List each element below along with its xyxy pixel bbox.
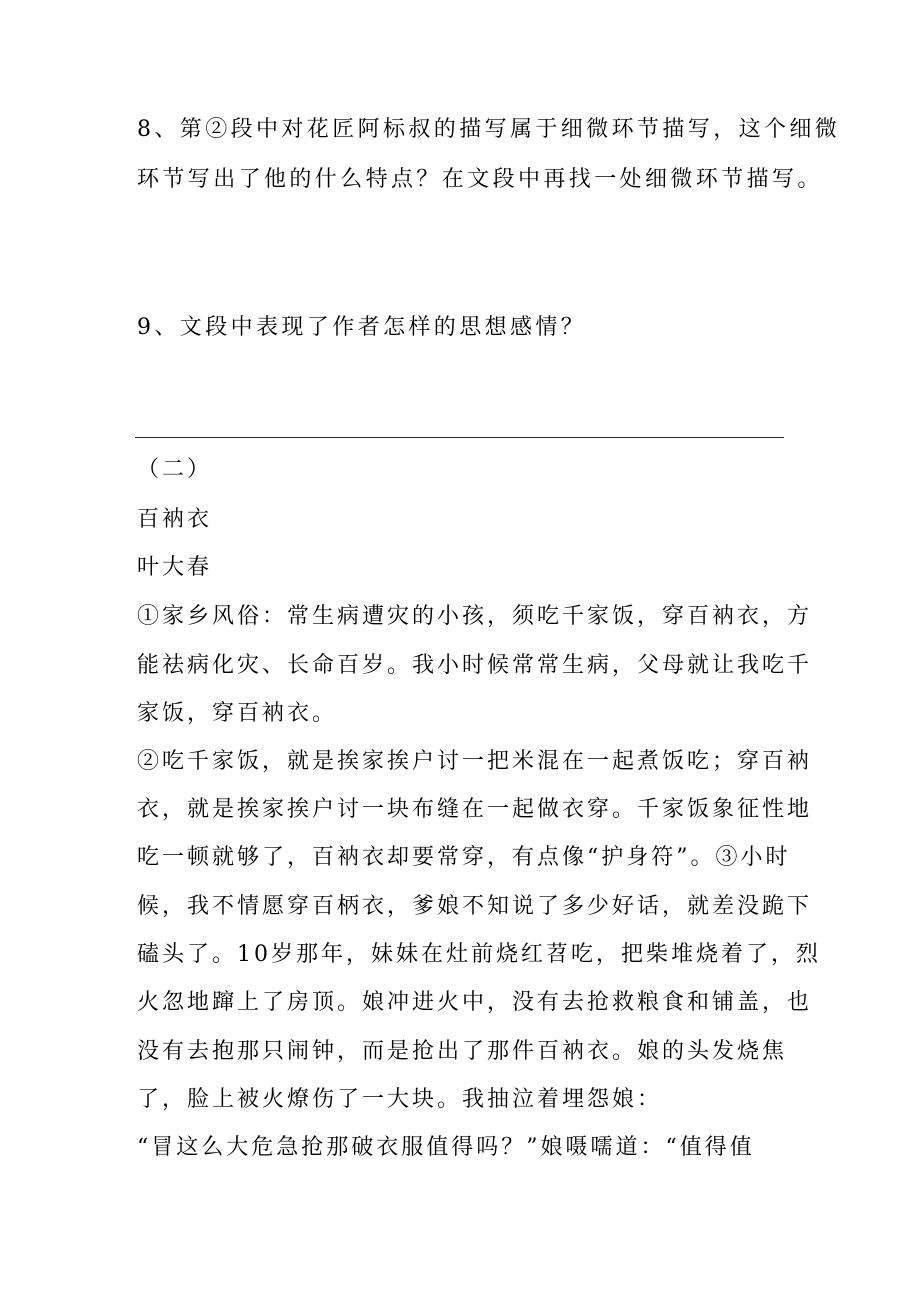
passage-line: 衣，就是挨家挨户讨一块布缝在一起做衣穿。千家饭象征性地 (137, 797, 813, 822)
passage-line: “冒这么大危急抢那破衣服值得吗？”娘嗫嚅道：“值得值 (137, 1135, 755, 1160)
passage-line: 磕头了。10岁那年，妹妹在灶前烧红苕吃，把柴堆烧着了，烈 (137, 942, 821, 967)
section-label: （二） (137, 457, 213, 482)
question-9: 9、文段中表现了作者怎样的思想感情？ (137, 315, 587, 340)
passage-line: 吃一顿就够了，百衲衣却要常穿，有点像“护身符”。③小时 (137, 845, 791, 870)
question-8-line-2: 环节写出了他的什么特点？在文段中再找一处细微环节描写。 (137, 167, 823, 192)
passage-line: 没有去抱那只闹钟，而是抢出了那件百衲衣。娘的头发烧焦 (137, 1039, 788, 1064)
divider (135, 437, 784, 438)
passage-title: 百衲衣 (137, 507, 213, 532)
passage-line: ②吃千家饭，就是挨家挨户讨一把米混在一起煮饭吃；穿百衲 (137, 749, 813, 774)
passage-line: 了，脸上被火燎伤了一大块。我抽泣着埋怨娘： (137, 1087, 663, 1112)
passage-line: 候，我不情愿穿百柄衣，爹娘不知说了多少好话，就差没跪下 (137, 894, 813, 919)
passage-line: 火忽地蹿上了房顶。娘冲进火中，没有去抢救粮食和铺盖，也 (137, 990, 813, 1015)
question-8-line-1: 8、第②段中对花匠阿标叔的描写属于细微环节描写，这个细微 (137, 117, 841, 142)
passage-line: ①家乡风俗：常生病遭灾的小孩，须吃千家饭，穿百衲衣，方 (137, 604, 813, 629)
passage-line: 家饭，穿百衲衣。 (137, 701, 338, 726)
passage-line: 能祛病化灾、长命百岁。我小时候常常生病，父母就让我吃千 (137, 653, 813, 678)
passage-author: 叶大春 (137, 555, 213, 580)
